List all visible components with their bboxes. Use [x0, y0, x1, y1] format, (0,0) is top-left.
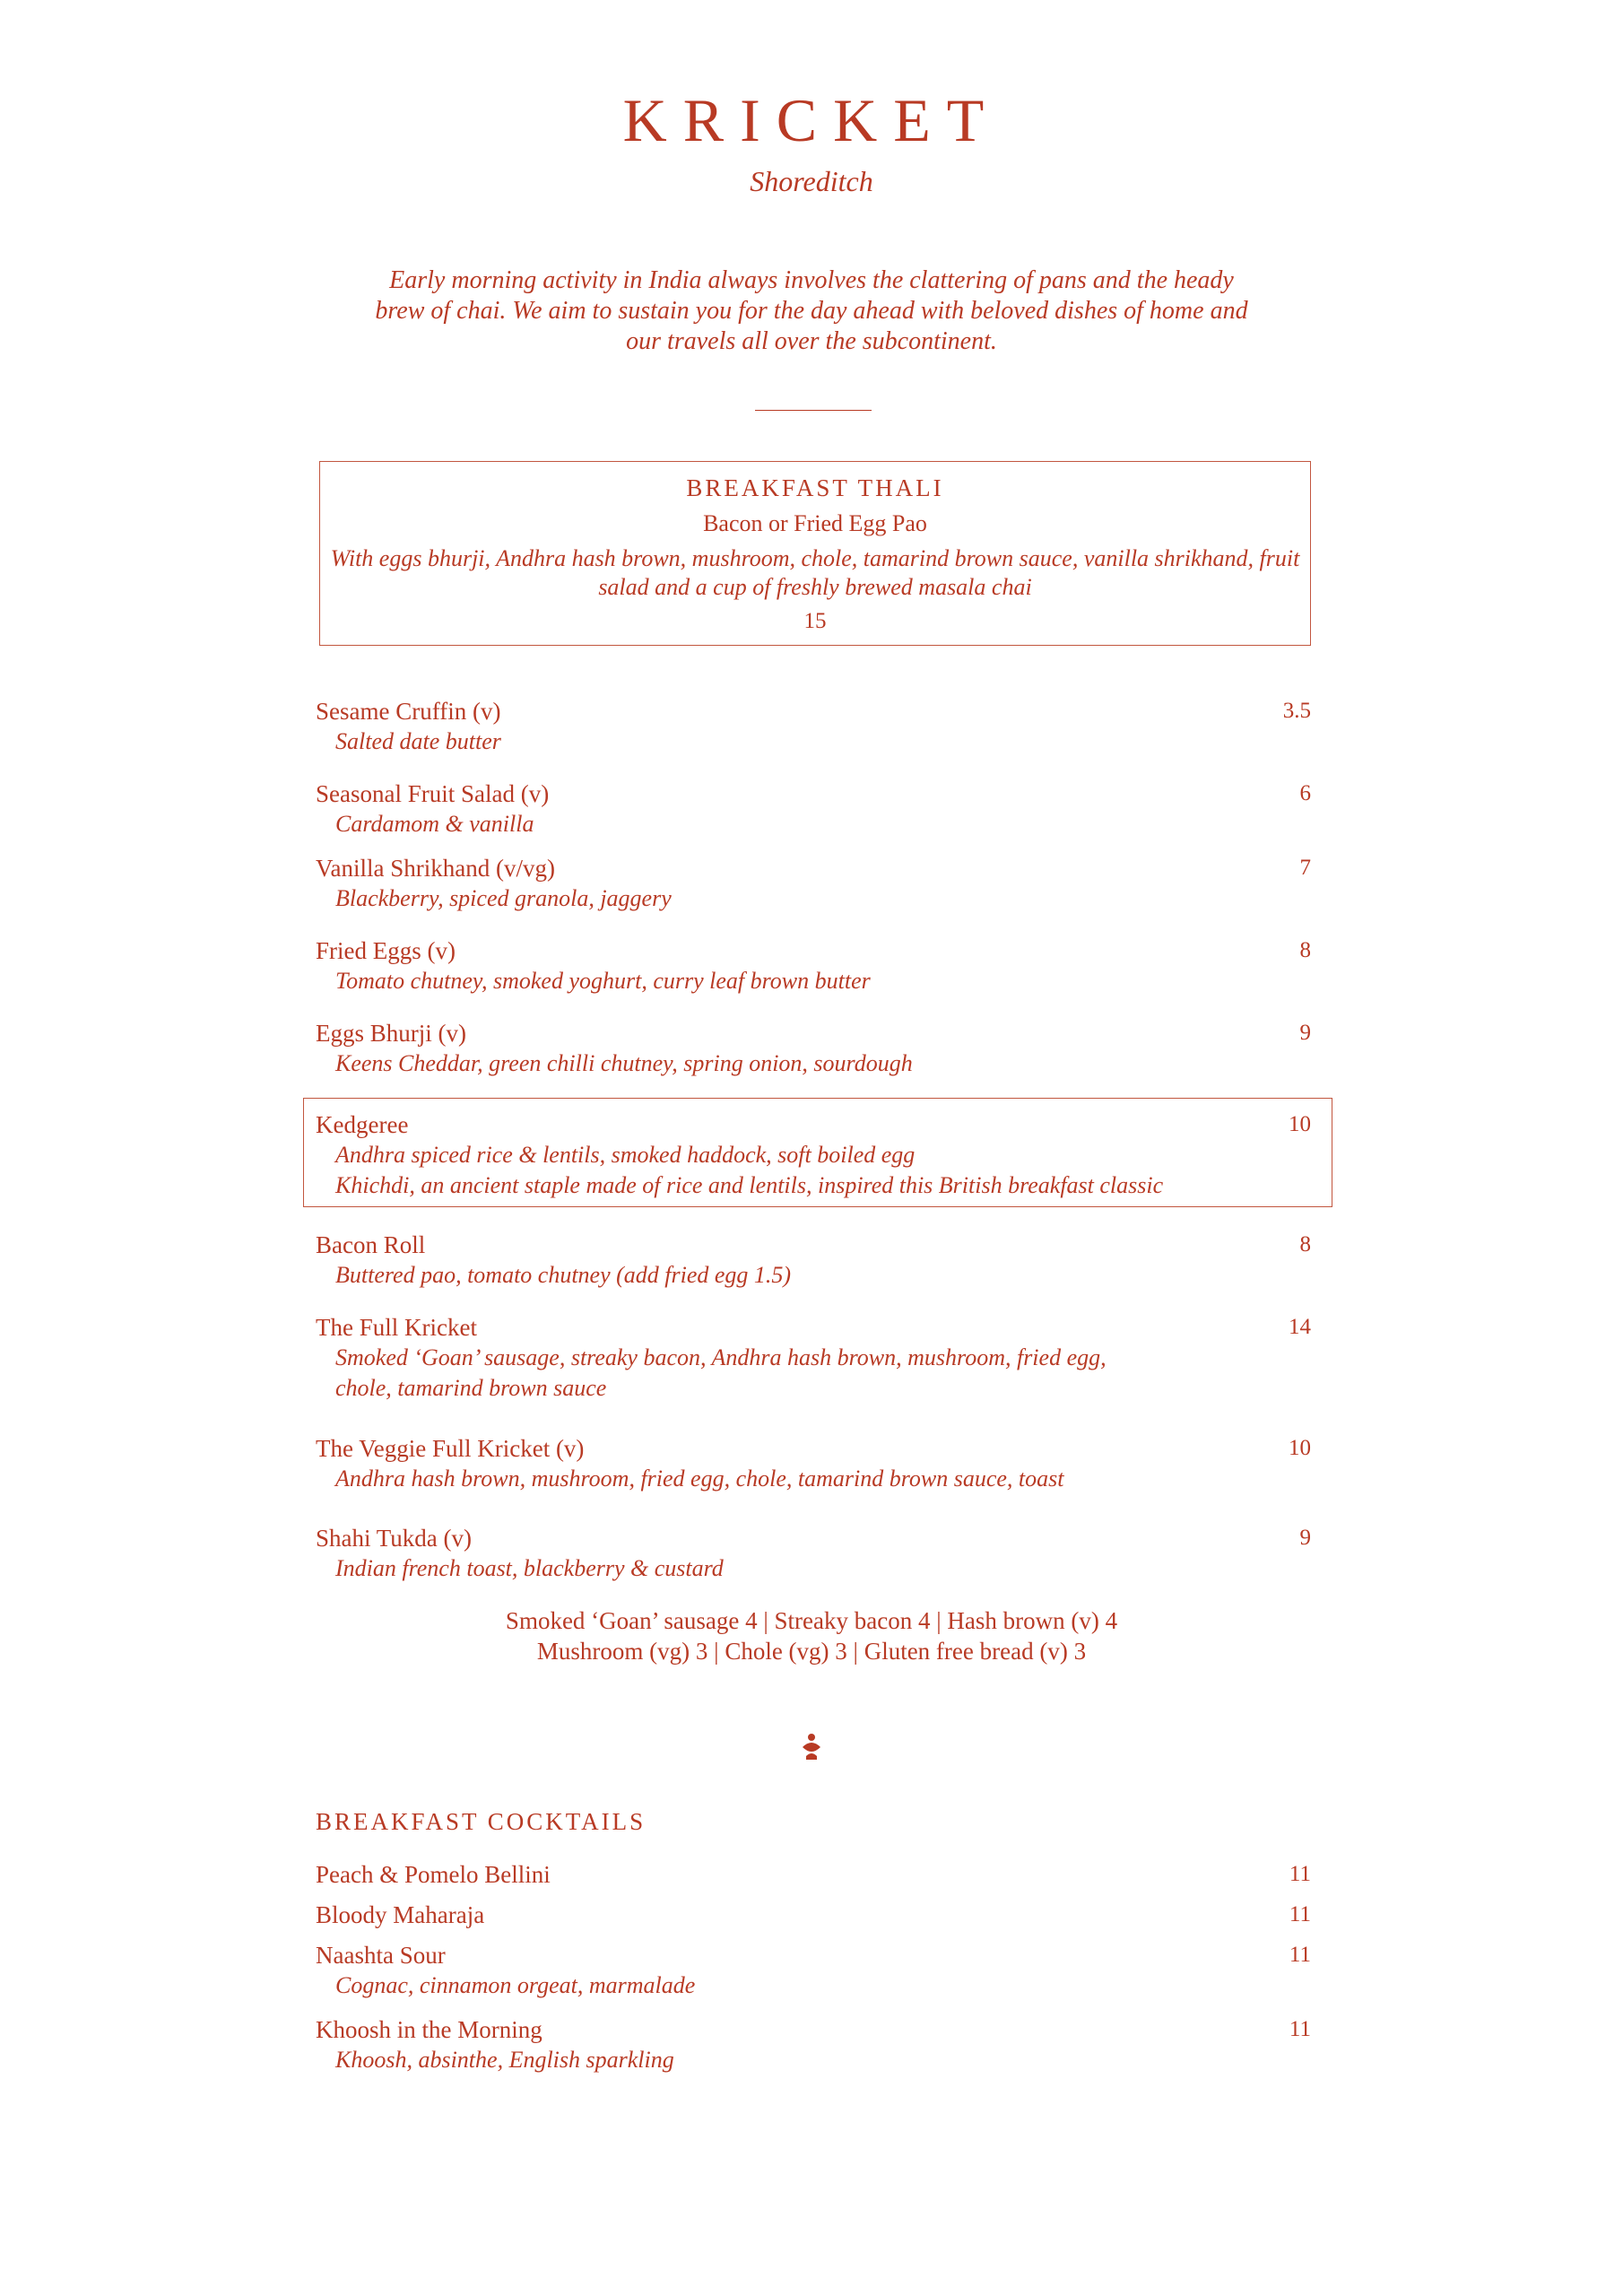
item-name: Kedgeree: [316, 1111, 409, 1138]
item-name: Seasonal Fruit Salad (v): [316, 780, 550, 807]
menu-item: [316, 1230, 1311, 1291]
item-name: Eggs Bhurji (v): [316, 1020, 466, 1047]
menu-item: [316, 1433, 1311, 1494]
item-description: Andhra spiced rice & lentils, smoked haddock, soft boiled egg Khichdi, an ancient staple made of rice and lentils, inspired this British breakfast classic: [335, 1142, 1164, 1198]
thali-price: 15: [803, 609, 827, 633]
item-price: 3.5: [1282, 699, 1311, 723]
item-name: Fried Eggs (v): [316, 937, 456, 964]
item-price: 7: [1299, 856, 1311, 880]
item-description: Keens Cheddar, green chilli chutney, spring onion, sourdough: [335, 1050, 913, 1076]
menu-item: [316, 778, 1311, 839]
item-price: 10: [1289, 1112, 1311, 1136]
item-name: Naashta Sour: [316, 1942, 446, 1969]
item-description: Cognac, cinnamon orgeat, marmalade: [335, 1972, 696, 1998]
thali-description: With eggs bhurji, Andhra hash brown, mushroom, chole, tamarind brown sauce, vanilla shrikhand, fruit salad and a cup of freshly brewed masala chai: [330, 545, 1300, 600]
item-name: Sesame Cruffin (v): [316, 698, 501, 725]
item-name: Peach & Pomelo Bellini: [316, 1861, 551, 1888]
item-description: Smoked ‘Goan’ sausage, streaky bacon, Andhra hash brown, mushroom, fried egg, chole, tamarind brown sauce: [335, 1344, 1107, 1401]
cocktails-heading: BREAKFAST COCKTAILS: [316, 1808, 647, 1835]
menu-item: [316, 696, 1311, 757]
item-description: Blackberry, spiced granola, jaggery: [335, 885, 672, 911]
item-price: 11: [1289, 1862, 1311, 1886]
item-price: 6: [1299, 781, 1311, 805]
item-name: The Full Kricket: [316, 1314, 477, 1341]
item-name: Shahi Tukda (v): [316, 1525, 473, 1552]
item-price: 11: [1289, 2017, 1311, 2041]
menu-item: [316, 935, 1311, 996]
sides-line: Smoked ‘Goan’ sausage 4 | Streaky bacon 4 | Hash brown (v) 4: [505, 1607, 1118, 1634]
item-description: Salted date butter: [335, 728, 501, 754]
item-name: Bacon Roll: [316, 1231, 426, 1258]
item-price: 11: [1289, 1902, 1311, 1926]
item-price: 9: [1299, 1526, 1311, 1550]
thali-title: BREAKFAST THALI: [686, 474, 944, 501]
cocktail-item: [316, 1859, 1311, 1890]
menu-item: [316, 1109, 1311, 1201]
menu-item: [316, 1523, 1311, 1584]
menu-item: [316, 853, 1311, 914]
item-description: Khoosh, absinthe, English sparkling: [335, 2047, 674, 2073]
breakfast-thali-box: [319, 461, 1311, 646]
sides-list: [0, 1605, 1623, 1666]
thali-subtitle: Bacon or Fried Egg Pao: [703, 510, 927, 536]
cocktail-item: [316, 1900, 1311, 1930]
cocktail-item: [316, 1940, 1311, 2001]
item-name: Khoosh in the Morning: [316, 2016, 542, 2043]
section-divider: [755, 410, 872, 411]
item-description: Buttered pao, tomato chutney (add fried egg 1.5): [335, 1262, 792, 1288]
sides-line: Mushroom (vg) 3 | Chole (vg) 3 | Gluten free bread (v) 3: [536, 1638, 1087, 1665]
item-description: Cardamom & vanilla: [335, 811, 534, 837]
brand-logo: KRICKET: [622, 86, 1001, 154]
item-price: 8: [1299, 938, 1311, 962]
item-price: 9: [1299, 1021, 1311, 1045]
ornament-icon: [801, 1733, 822, 1761]
item-price: 14: [1289, 1315, 1311, 1339]
item-description: Tomato chutney, smoked yoghurt, curry leaf brown butter: [335, 968, 871, 994]
menu-item: [316, 1312, 1311, 1404]
cocktail-item: [316, 2014, 1311, 2075]
item-name: Bloody Maharaja: [316, 1901, 485, 1928]
item-name: Vanilla Shrikhand (v/vg): [316, 855, 555, 882]
item-description: Andhra hash brown, mushroom, fried egg, chole, tamarind brown sauce, toast: [335, 1465, 1064, 1492]
item-price: 10: [1289, 1436, 1311, 1460]
intro-text: Early morning activity in India always involves the clattering of pans and the heady brew of chai. We aim to sustain you for the day ahead with beloved dishes of home and our travels all over the subcontinent.: [375, 266, 1248, 355]
item-description: Indian french toast, blackberry & custard: [335, 1555, 724, 1581]
menu-item: [316, 1018, 1311, 1079]
location-subtitle: Shoreditch: [750, 165, 873, 197]
item-price: 11: [1289, 1943, 1311, 1967]
item-name: The Veggie Full Kricket (v): [316, 1435, 585, 1462]
item-price: 8: [1299, 1232, 1311, 1257]
